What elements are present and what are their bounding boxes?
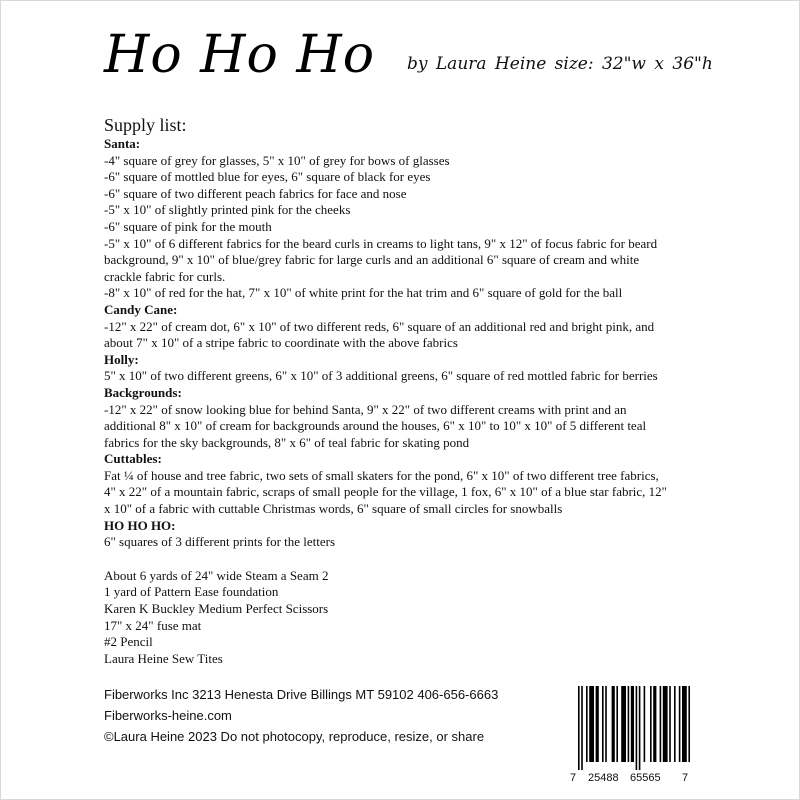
supply-line: about 7" x 10" of a stripe fabric to coordinate with the above fabrics [104,335,458,351]
barcode-digits [570,770,690,786]
supply-list [104,136,704,667]
extra-supplies [104,568,704,668]
barcode-bar [669,686,671,762]
barcode-bar [682,686,687,762]
barcode-bar [644,686,646,762]
barcode-bar [612,686,615,762]
extra-supply-item: Laura Heine Sew Tites [104,650,223,666]
publisher-website: Fiberworks-heine.com [104,708,232,723]
barcode-bar [636,686,638,770]
supply-line: 6" squares of 3 different prints for the letters [104,534,336,550]
extra-supply-item: #2 Pencil [104,634,153,650]
barcode-bar [616,686,618,762]
barcode-bar [660,686,662,762]
supply-line: -6" square of pink for the mouth [104,218,272,234]
supply-line: -6" square of mottled blue for eyes, 6" square of black for eyes [104,169,431,185]
barcode-bar [674,686,676,762]
supply-line: 5" x 10" of two different greens, 6" x 10" of 3 additional greens, 6" square of red mottled fabric for berries [104,368,658,384]
extra-supply-item: 1 yard of Pattern Ease foundation [104,584,279,600]
section-title: Backgrounds: [104,384,182,400]
section-title: Holly: [104,351,139,367]
supply-line: x 10" of a fabric with cuttable Christmas words, 6" square of small circles for snowballs [104,501,563,517]
barcode-bar [605,686,607,762]
section-title: HO HO HO: [104,517,176,533]
supply-line: -8" x 10" of red for the hat, 7" x 10" of white print for the hat trim and 6" square of gold for the ball [104,285,623,301]
barcode-bars [570,686,690,770]
pattern-title: Ho Ho Ho [104,25,376,85]
section-title: Cuttables: [104,451,162,467]
supply-line: -4" square of grey for glasses, 5" x 10" of grey for bows of glasses [104,152,450,168]
supply-line: -5" x 10" of 6 different fabrics for the beard curls in creams to light tans, 9" x 12" of focus fabric for beard [104,235,658,251]
barcode-group-1: 25488 [588,772,619,784]
supply-line: -6" square of two different peach fabrics for face and nose [104,185,407,201]
pattern-byline: by Laura Heine size: 32"w x 36"h [407,54,713,74]
barcode-last-digit: 7 [682,772,689,784]
supply-list-heading: Supply list: [104,115,187,135]
barcode-bar [628,686,630,762]
section-title: Santa: [104,136,141,151]
barcode-bar [581,686,583,770]
publisher-footer [104,684,498,747]
barcode-bar [650,686,652,762]
barcode-bar [631,686,634,762]
title-row [104,20,784,90]
upc-barcode [570,686,690,786]
extra-supply-item: About 6 yards of 24" wide Steam a Seam 2 [104,567,329,583]
supply-line: -5" x 10" of slightly printed pink for the cheeks [104,202,351,218]
supply-line: fabrics for the sky backgrounds, 8" x 6" of teal fabric for skating pond [104,434,470,450]
barcode-bar [602,686,604,762]
barcode-bar [663,686,668,762]
copyright-notice: ©Laura Heine 2023 Do not photocopy, reproduce, resize, or share [104,729,485,744]
supply-sections [104,136,704,551]
barcode-bar [596,686,599,762]
barcode-bar [639,686,641,770]
extra-supply-item: Karen K Buckley Medium Perfect Scissors [104,601,329,617]
barcode-bar [621,686,626,762]
supply-line: background, 9" x 10" of blue/grey fabric for large curls and an additional 6" square of cream and white [104,252,640,268]
barcode-bar [679,686,681,762]
barcode-bar [578,686,580,770]
barcode-bar [653,686,656,762]
section-title: Candy Cane: [104,301,178,317]
barcode-first-digit: 7 [570,772,577,784]
barcode-bar [688,686,690,762]
supply-line: 4" x 22" of a mountain fabric, scraps of small people for the village, 1 fox, 6" x 10" of a blue star fabric, 12" [104,484,667,500]
barcode-bar [589,686,594,762]
supply-line: -12" x 22" of cream dot, 6" x 10" of two different reds, 6" square of an additional red and bright pink, and [104,318,655,334]
supply-line: additional 8" x 10" of cream for backgrounds around the houses, 6" x 10" to 10" x 10" of 5 different teal [104,418,647,434]
supply-line: -12" x 22" of snow looking blue for behind Santa, 9" x 22" of two different creams with print and an [104,401,627,417]
supply-line: Fat ¼ of house and tree fabric, two sets of small skaters for the pond, 6" x 10" of two different tree fabrics, [104,467,659,483]
supply-line: crackle fabric for curls. [104,268,226,284]
publisher-address: Fiberworks Inc 3213 Henesta Drive Billings MT 59102 406-656-6663 [104,687,499,702]
section-gap [104,551,704,568]
barcode-bar [586,686,588,762]
extra-supply-item: 17" x 24" fuse mat [104,617,202,633]
barcode-group-2: 65565 [630,772,661,784]
